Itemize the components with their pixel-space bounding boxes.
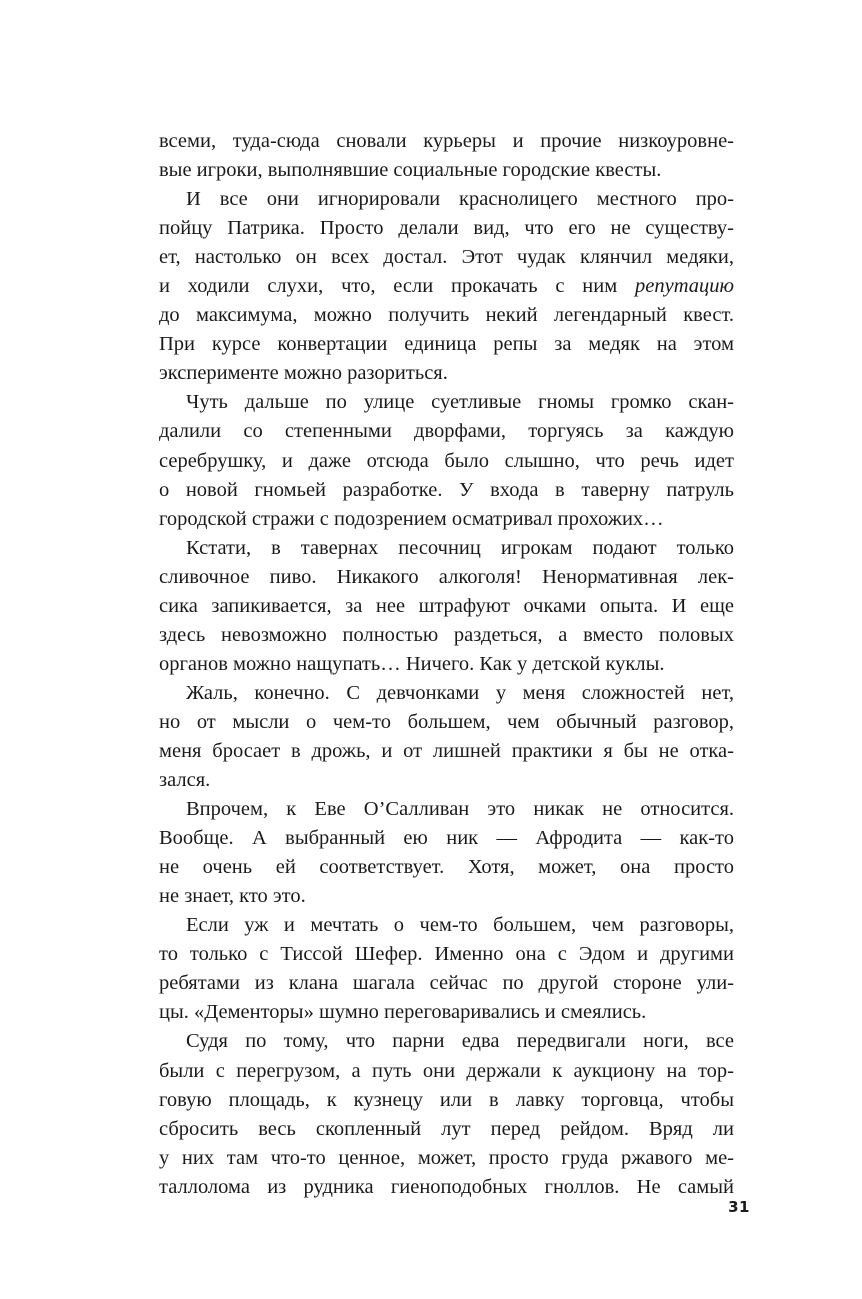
text-line-content: не очень ей соответствует. Хотя, может, она просто <box>159 856 734 879</box>
text-line <box>159 940 734 969</box>
text-line <box>159 1027 734 1056</box>
text-line-content: ребятами из клана шагала сейчас по другой стороне ули- <box>159 972 734 995</box>
text-line <box>159 853 734 882</box>
text-line-content: говую площадь, к кузнецу или в лавку торговца, чтобы <box>159 1088 734 1111</box>
text-line-content: о новой гномьей разработке. У входа в таверну патруль <box>159 478 734 501</box>
text-line-content: Чуть дальше по улице суетливые гномы громко скан- <box>186 391 734 414</box>
text-line <box>159 998 734 1027</box>
text-line-content: таллолома из рудника гиеноподобных гноллов. Не самый <box>159 1175 734 1198</box>
text-line <box>159 737 734 766</box>
text-line-content: до максимума, можно получить некий легендарный квест. <box>159 304 734 327</box>
text-line-content: здесь невозможно полностью раздеться, а вместо половых <box>159 623 734 646</box>
text-line <box>159 388 734 417</box>
text-line <box>159 911 734 940</box>
text-line-content: серебрушку, и даже отсюда было слышно, что речь идет <box>159 449 734 472</box>
text-line-content: Впрочем, к Еве О’Салливан это никак не относится. <box>186 798 734 821</box>
text-line-content: Кстати, в тавернах песочниц игрокам подают только <box>186 536 734 559</box>
text-line-content: были с перегрузом, а путь они держали к аукциону на тор- <box>159 1059 734 1082</box>
text-line-content: сбросить весь скопленный лут перед рейдом. Вряд ли <box>159 1117 734 1140</box>
text-line <box>159 359 734 388</box>
text-line-content: то только с Тиссой Шефер. Именно она с Эдом и другими <box>159 943 734 966</box>
page-number: 31 <box>728 1198 750 1216</box>
text-line <box>159 127 734 156</box>
text-line <box>159 824 734 853</box>
text-line <box>159 650 734 679</box>
text-line <box>159 417 734 446</box>
text-line <box>159 447 734 476</box>
text-line <box>159 1173 734 1202</box>
text-line-content: меня бросает в дрожь, и от лишней практики я бы не отка- <box>159 739 734 762</box>
text-line <box>159 1086 734 1115</box>
text-line-content: сливочное пиво. Никакого алкоголя! Ненормативная лек- <box>159 565 734 588</box>
text-line <box>159 1144 734 1173</box>
text-line <box>159 505 734 534</box>
text-line <box>159 882 734 911</box>
text-line-content: При курсе конвертации единица репы за медяк на этом <box>159 333 734 356</box>
text-line <box>159 330 734 359</box>
text-line-content: вые игроки, выполнявшие социальные городские квесты. <box>159 159 662 182</box>
text-line <box>159 301 734 330</box>
text-line <box>159 795 734 824</box>
text-line <box>159 563 734 592</box>
text-line-content: эксперименте можно разориться. <box>159 362 448 385</box>
body-text <box>159 127 734 1202</box>
text-line <box>159 214 734 243</box>
text-line <box>159 156 734 185</box>
text-line-content: Судя по тому, что парни едва передвигали ноги, все <box>186 1030 734 1053</box>
text-line <box>159 1057 734 1086</box>
text-line-content: пойцу Патрика. Просто делали вид, что его не существу- <box>159 217 734 240</box>
text-line <box>159 766 734 795</box>
text-line-content: зался. <box>159 769 211 792</box>
text-line <box>159 243 734 272</box>
text-line <box>159 476 734 505</box>
text-line-content: сика запикивается, за нее штрафуют очками опыта. И еще <box>159 594 734 617</box>
text-line <box>159 708 734 737</box>
italic-word: репутацию <box>635 275 734 298</box>
text-line-content: городской стражи с подозрением осматривал прохожих… <box>159 507 664 530</box>
text-line-content: Вообще. А выбранный ею ник — Афродита — как-то <box>159 827 734 850</box>
text-line-content: у них там что-то ценное, может, просто груда ржавого ме- <box>159 1146 734 1169</box>
text-line-content: всеми, туда-сюда сновали курьеры и прочие низкоуровне- <box>159 130 734 152</box>
text-line-content: не знает, кто это. <box>159 885 306 908</box>
text-line <box>159 969 734 998</box>
text-line <box>159 272 734 301</box>
text-line <box>159 534 734 563</box>
text-line <box>159 592 734 621</box>
text-line-content: органов можно нащупать… Ничего. Как у детской куклы. <box>159 652 665 675</box>
text-line-content: но от мысли о чем-то большем, чем обычный разговор, <box>159 710 734 733</box>
text-line-content: и ходили слухи, что, если прокачать с ним <box>159 275 636 298</box>
text-line <box>159 621 734 650</box>
text-line-content: ет, настолько он всех достал. Этот чудак клянчил медяки, <box>159 246 734 269</box>
text-line-content: далили со степенными дворфами, торгуясь за каждую <box>159 420 734 443</box>
text-line-content: Жаль, конечно. С девчонками у меня сложностей нет, <box>186 681 734 704</box>
text-line-content: цы. «Дементоры» шумно переговаривались и смеялись. <box>159 1001 647 1024</box>
text-line-content: Если уж и мечтать о чем-то большем, чем разговоры, <box>186 914 734 937</box>
text-line-content: И все они игнорировали краснолицего местного про- <box>186 188 734 211</box>
text-line <box>159 1115 734 1144</box>
text-line <box>159 679 734 708</box>
text-line <box>159 185 734 214</box>
